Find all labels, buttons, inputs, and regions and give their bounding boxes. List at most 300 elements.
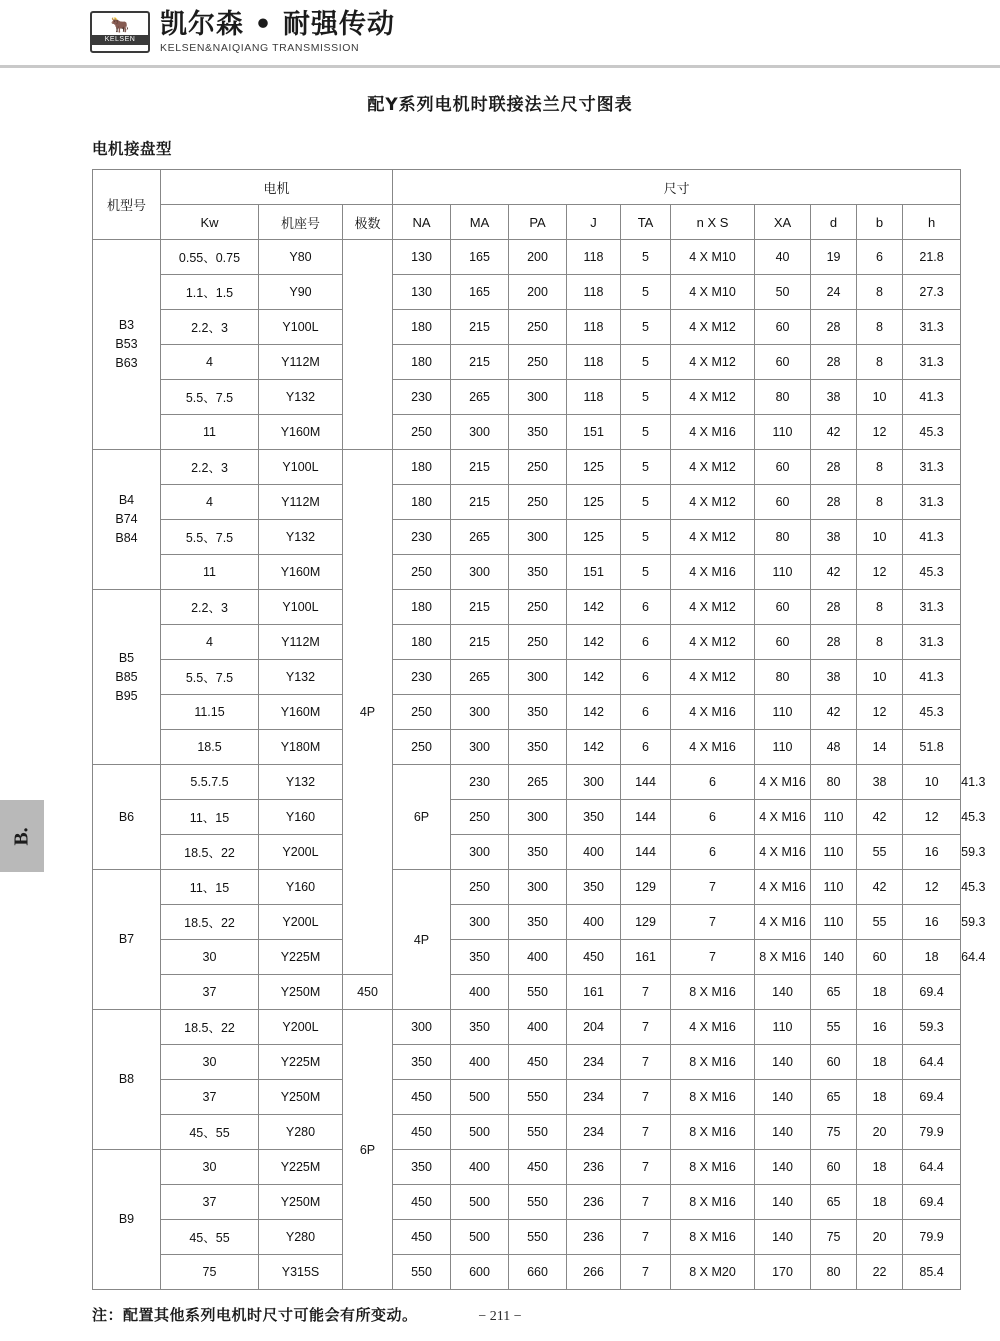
cell-n-x-s: 4 X M12 [671, 590, 755, 625]
cell-xa: 140 [755, 1185, 811, 1220]
cell-j: 236 [567, 1185, 621, 1220]
cell-d: 65 [811, 975, 857, 1010]
cell-n-x-s: 4 X M16 [755, 905, 811, 940]
cell-frame: Y280 [259, 1115, 343, 1150]
cell-h: 31.3 [903, 625, 961, 660]
cell-ma: 215 [451, 450, 509, 485]
table-row [93, 975, 961, 1010]
cell-ta: 7 [621, 1080, 671, 1115]
table-row [93, 555, 961, 590]
cell-h: 31.3 [903, 450, 961, 485]
cell-kw: 75 [161, 1255, 259, 1290]
table-body [93, 240, 986, 1290]
cell-j: 144 [621, 835, 671, 870]
cell-d: 28 [811, 450, 857, 485]
cell-b: 16 [903, 835, 961, 870]
cell-b: 8 [857, 625, 903, 660]
table-row [93, 625, 961, 660]
cell-kw: 4 [161, 345, 259, 380]
cell-pa: 550 [509, 1115, 567, 1150]
cell-frame: Y112M [259, 345, 343, 380]
cell-d: 28 [811, 310, 857, 345]
cell-b: 22 [857, 1255, 903, 1290]
cell-kw: 45、55 [161, 1115, 259, 1150]
cell-frame: Y160M [259, 415, 343, 450]
cell-b: 10 [903, 765, 961, 800]
cell-frame: Y90 [259, 275, 343, 310]
cell-n-x-s: 4 X M16 [755, 765, 811, 800]
cell-n-x-s: 4 X M16 [671, 415, 755, 450]
cell-b: 8 [857, 450, 903, 485]
table-row [93, 345, 961, 380]
cell-d: 38 [811, 380, 857, 415]
cell-j: 125 [567, 520, 621, 555]
cell-d: 55 [811, 1010, 857, 1045]
table-row [93, 1080, 961, 1115]
table-head [93, 170, 961, 240]
cell-ma: 215 [451, 590, 509, 625]
cell-ta: 7 [671, 905, 755, 940]
cell-b: 12 [857, 415, 903, 450]
cell-poles: 4P [343, 450, 393, 975]
cell-d: 42 [811, 415, 857, 450]
header-frame: 机座号 [259, 205, 343, 240]
cell-kw: 4 [161, 485, 259, 520]
cell-h: 51.8 [903, 730, 961, 765]
cell-kw: 0.55、0.75 [161, 240, 259, 275]
cell-frame: Y160M [259, 695, 343, 730]
cell-ma: 500 [451, 1080, 509, 1115]
cell-n-x-s: 4 X M10 [671, 240, 755, 275]
cell-na: 180 [393, 625, 451, 660]
cell-xa: 40 [755, 240, 811, 275]
cell-xa: 110 [755, 555, 811, 590]
cell-xa: 110 [755, 695, 811, 730]
cell-xa: 110 [755, 730, 811, 765]
cell-n-x-s: 4 X M12 [671, 625, 755, 660]
cell-h: 31.3 [903, 345, 961, 380]
cell-ta: 5 [621, 345, 671, 380]
cell-d: 60 [857, 940, 903, 975]
cell-na: 450 [393, 1220, 451, 1255]
cell-b: 20 [857, 1220, 903, 1255]
cell-na: 130 [393, 275, 451, 310]
cell-xa: 80 [755, 660, 811, 695]
cell-j: 266 [567, 1255, 621, 1290]
table-row [93, 240, 961, 275]
cell-j: 118 [567, 240, 621, 275]
cell-na: 180 [393, 345, 451, 380]
cell-ma: 265 [451, 380, 509, 415]
cell-d: 42 [811, 695, 857, 730]
flange-dimension-table [92, 169, 986, 1290]
cell-frame: Y280 [259, 1220, 343, 1255]
cell-na: 180 [393, 590, 451, 625]
cell-d: 28 [811, 625, 857, 660]
cell-n-x-s: 4 X M16 [671, 730, 755, 765]
cell-poles: 6P [393, 765, 451, 870]
cell-frame: Y200L [259, 905, 343, 940]
cell-d: 55 [857, 835, 903, 870]
cell-xa: 140 [755, 1220, 811, 1255]
cell-b: 14 [857, 730, 903, 765]
cell-xa: 110 [811, 835, 857, 870]
cell-kw: 18.5、22 [161, 835, 259, 870]
cell-xa: 60 [755, 450, 811, 485]
cell-j: 151 [567, 415, 621, 450]
cell-h: 31.3 [903, 590, 961, 625]
cell-ta: 6 [621, 695, 671, 730]
cell-ma: 300 [451, 695, 509, 730]
cell-na: 180 [393, 310, 451, 345]
cell-pa: 400 [509, 1010, 567, 1045]
cell-j: 118 [567, 345, 621, 380]
cell-h: 45.3 [903, 555, 961, 590]
cell-h: 21.8 [903, 240, 961, 275]
cell-pa: 450 [509, 1150, 567, 1185]
cell-ma: 215 [451, 345, 509, 380]
cell-b: 8 [857, 590, 903, 625]
cell-n-x-s: 8 X M16 [671, 1080, 755, 1115]
cell-na: 180 [393, 450, 451, 485]
cell-d: 38 [811, 660, 857, 695]
table-row [93, 310, 961, 345]
cell-frame: Y100L [259, 450, 343, 485]
cell-na: 250 [393, 695, 451, 730]
cell-na: 550 [393, 1255, 451, 1290]
cell-pa: 350 [567, 800, 621, 835]
table-row [93, 660, 961, 695]
header-model: 机型号 [93, 170, 161, 240]
cell-ma: 300 [451, 415, 509, 450]
cell-j: 236 [567, 1220, 621, 1255]
cell-frame: Y80 [259, 240, 343, 275]
cell-b: 8 [857, 275, 903, 310]
table-row [93, 1150, 961, 1185]
cell-kw: 45、55 [161, 1220, 259, 1255]
cell-model: B5 B85 B95 [93, 590, 161, 765]
cell-frame: Y132 [259, 520, 343, 555]
cell-xa: 140 [811, 940, 857, 975]
cell-j: 142 [567, 730, 621, 765]
cell-ta: 7 [671, 940, 755, 975]
cell-n-x-s: 4 X M16 [671, 555, 755, 590]
table-row [93, 1220, 961, 1255]
header-col-xa: XA [755, 205, 811, 240]
cell-frame: Y112M [259, 485, 343, 520]
cell-d: 65 [811, 1080, 857, 1115]
cell-n-x-s: 8 X M16 [671, 1150, 755, 1185]
cell-frame: Y225M [259, 1045, 343, 1080]
cell-h: 45.3 [903, 415, 961, 450]
cell-pa: 200 [509, 275, 567, 310]
cell-na: 230 [451, 765, 509, 800]
cell-model: B4 B74 B84 [93, 450, 161, 590]
cell-na: 250 [393, 555, 451, 590]
cell-na: 230 [393, 660, 451, 695]
cell-xa: 110 [811, 905, 857, 940]
cell-na: 250 [451, 800, 509, 835]
cell-j: 118 [567, 380, 621, 415]
cell-frame: Y112M [259, 625, 343, 660]
cell-h: 69.4 [903, 1185, 961, 1220]
cell-xa: 60 [755, 590, 811, 625]
cell-n-x-s: 8 X M16 [671, 1115, 755, 1150]
cell-kw: 5.5、7.5 [161, 660, 259, 695]
cell-ta: 7 [621, 1185, 671, 1220]
table-row: 30 Y225M 350 400 450 161 7 8 X M16 140 60 18 64.4 [93, 940, 961, 975]
header-col-h: h [903, 205, 961, 240]
cell-na: 300 [451, 835, 509, 870]
cell-ma: 265 [509, 765, 567, 800]
cell-xa: 140 [755, 1150, 811, 1185]
cell-kw: 37 [161, 1185, 259, 1220]
cell-n-x-s: 8 X M16 [671, 1185, 755, 1220]
cell-pa: 350 [509, 695, 567, 730]
cell-b: 10 [857, 520, 903, 555]
cell-model: B8 [93, 1010, 161, 1150]
cell-xa: 140 [755, 1115, 811, 1150]
table-row [93, 1010, 961, 1045]
cell-ta: 7 [621, 975, 671, 1010]
cell-frame: Y132 [259, 765, 343, 800]
cell-ta: 7 [621, 1045, 671, 1080]
cell-xa: 60 [755, 485, 811, 520]
cell-ma: 600 [451, 1255, 509, 1290]
cell-b: 18 [857, 1150, 903, 1185]
bull-logo-icon [90, 11, 150, 53]
header-col-pa: PA [509, 205, 567, 240]
cell-xa: 80 [811, 765, 857, 800]
cell-b: 18 [857, 975, 903, 1010]
cell-ta: 5 [621, 450, 671, 485]
cell-pa: 300 [509, 660, 567, 695]
cell-n-x-s: 4 X M12 [671, 485, 755, 520]
cell-model: B6 [93, 765, 161, 870]
cell-na: 350 [451, 940, 509, 975]
cell-frame: Y250M [259, 1080, 343, 1115]
cell-ta: 6 [621, 625, 671, 660]
table-row: 18.5、22 Y200L 300 350 400 144 6 4 X M16 110 55 16 59.3 [93, 835, 961, 870]
cell-d: 60 [811, 1150, 857, 1185]
header-col-j: J [567, 205, 621, 240]
cell-kw: 2.2、3 [161, 590, 259, 625]
cell-j: 161 [621, 940, 671, 975]
cell-h: 85.4 [903, 1255, 961, 1290]
cell-ma: 300 [451, 555, 509, 590]
cell-model: B7 [93, 870, 161, 1010]
cell-ta: 5 [621, 240, 671, 275]
cell-poles: 6P [343, 1010, 393, 1290]
cell-d: 60 [811, 1045, 857, 1080]
cell-frame: Y160 [259, 870, 343, 905]
cell-ta: 5 [621, 275, 671, 310]
cell-n-x-s: 4 X M12 [671, 520, 755, 555]
cell-b: 12 [903, 870, 961, 905]
cell-na: 230 [393, 520, 451, 555]
cell-kw: 30 [161, 940, 259, 975]
cell-j: 142 [567, 590, 621, 625]
cell-d: 28 [811, 590, 857, 625]
cell-b: 20 [857, 1115, 903, 1150]
cell-xa: 110 [755, 415, 811, 450]
cell-pa: 350 [567, 870, 621, 905]
cell-j: 234 [567, 1115, 621, 1150]
cell-b: 18 [857, 1185, 903, 1220]
cell-j: 142 [567, 660, 621, 695]
cell-xa: 140 [755, 1045, 811, 1080]
cell-ma: 300 [509, 870, 567, 905]
cell-n-x-s: 4 X M16 [755, 800, 811, 835]
cell-frame: Y200L [259, 835, 343, 870]
cell-kw: 18.5 [161, 730, 259, 765]
cell-j: 236 [567, 1150, 621, 1185]
cell-kw: 5.5.7.5 [161, 765, 259, 800]
cell-pa: 300 [567, 765, 621, 800]
cell-kw: 18.5、22 [161, 905, 259, 940]
cell-poles: 4P [393, 870, 451, 1010]
cell-pa: 250 [509, 485, 567, 520]
cell-b: 12 [903, 800, 961, 835]
cell-na: 250 [393, 415, 451, 450]
cell-d: 19 [811, 240, 857, 275]
cell-pa: 250 [509, 625, 567, 660]
cell-frame: Y132 [259, 380, 343, 415]
cell-xa: 110 [811, 870, 857, 905]
cell-j: 161 [567, 975, 621, 1010]
cell-xa: 60 [755, 625, 811, 660]
cell-ma: 500 [451, 1185, 509, 1220]
cell-b: 16 [903, 905, 961, 940]
cell-ta: 6 [621, 660, 671, 695]
cell-ma: 500 [451, 1220, 509, 1255]
cell-h: 59.3 [903, 1010, 961, 1045]
cell-j: 118 [567, 310, 621, 345]
cell-j: 151 [567, 555, 621, 590]
cell-pa: 400 [567, 905, 621, 940]
cell-ta: 7 [621, 1010, 671, 1045]
cell-h: 69.4 [903, 975, 961, 1010]
cell-pa: 660 [509, 1255, 567, 1290]
cell-na: 350 [393, 1045, 451, 1080]
cell-pa: 450 [509, 1045, 567, 1080]
cell-ma: 215 [451, 310, 509, 345]
cell-h: 41.3 [903, 380, 961, 415]
cell-kw: 18.5、22 [161, 1010, 259, 1045]
cell-n-x-s: 8 X M16 [671, 975, 755, 1010]
brand-logo [90, 10, 1000, 54]
cell-b: 18 [903, 940, 961, 975]
cell-na: 300 [393, 1010, 451, 1045]
cell-pa: 200 [509, 240, 567, 275]
cell-ma: 300 [451, 730, 509, 765]
cell-j: 129 [621, 905, 671, 940]
header-dimension-group: 尺寸 [393, 170, 961, 205]
cell-na: 250 [451, 870, 509, 905]
cell-na: 450 [393, 1080, 451, 1115]
cell-n-x-s: 4 X M12 [671, 380, 755, 415]
cell-ta: 6 [671, 800, 755, 835]
cell-xa: 80 [755, 520, 811, 555]
cell-n-x-s: 4 X M10 [671, 275, 755, 310]
cell-h: 64.4 [903, 1150, 961, 1185]
table-row [93, 485, 961, 520]
cell-ma: 300 [509, 800, 567, 835]
page-number: − 211 − [478, 1309, 522, 1324]
cell-b: 8 [857, 345, 903, 380]
cell-pa: 400 [567, 835, 621, 870]
cell-b: 12 [857, 695, 903, 730]
cell-na: 230 [393, 380, 451, 415]
cell-frame: Y132 [259, 660, 343, 695]
brand-name-en: KELSEN&NAIQIANG TRANSMISSION [160, 42, 360, 54]
cell-pa: 350 [509, 555, 567, 590]
cell-na: 180 [393, 485, 451, 520]
section-subtitle: 电机接盘型 [92, 140, 173, 158]
cell-kw: 11、15 [161, 870, 259, 905]
cell-n-x-s: 4 X M12 [671, 345, 755, 380]
page-title: 配Y系列电机时联接法兰尺寸图表 [367, 95, 633, 115]
header-divider [0, 65, 1000, 68]
cell-j: 118 [567, 275, 621, 310]
table-row: B6 5.5.7.5 Y132 6P 230 265 300 144 6 4 X M16 80 38 10 41.3 [93, 765, 961, 800]
cell-j: 142 [567, 695, 621, 730]
table-row: 11、15 Y160 250 300 350 144 6 4 X M16 110 42 12 45.3 [93, 800, 961, 835]
cell-ta: 5 [621, 485, 671, 520]
cell-n-x-s: 4 X M12 [671, 660, 755, 695]
cell-ta: 6 [671, 765, 755, 800]
table-row [93, 730, 961, 765]
cell-ta: 5 [621, 310, 671, 345]
cell-frame: Y100L [259, 310, 343, 345]
cell-j: 144 [621, 800, 671, 835]
table-row: B7 11、15 Y160 4P 250 300 350 129 7 4 X M16 110 42 12 45.3 [93, 870, 961, 905]
cell-frame: Y225M [259, 1150, 343, 1185]
cell-frame: Y225M [259, 940, 343, 975]
cell-pa: 450 [567, 940, 621, 975]
cell-ta: 7 [671, 870, 755, 905]
cell-xa: 140 [755, 975, 811, 1010]
cell-xa: 140 [755, 1080, 811, 1115]
cell-na: 450 [343, 975, 393, 1010]
table-note: 注：配置其他系列电机时尺寸可能会有所变动。 [92, 1306, 418, 1324]
table-row [93, 520, 961, 555]
cell-xa: 110 [755, 1010, 811, 1045]
cell-ma: 215 [451, 485, 509, 520]
cell-b: 8 [857, 310, 903, 345]
cell-pa: 300 [509, 380, 567, 415]
table-row [93, 590, 961, 625]
cell-d: 80 [811, 1255, 857, 1290]
cell-ma: 165 [451, 240, 509, 275]
cell-frame: Y250M [259, 1185, 343, 1220]
cell-j: 129 [621, 870, 671, 905]
cell-b: 6 [857, 240, 903, 275]
cell-na: 250 [393, 730, 451, 765]
header-col-d: d [811, 205, 857, 240]
cell-ma: 265 [451, 660, 509, 695]
cell-pa: 250 [509, 310, 567, 345]
cell-pa: 550 [509, 975, 567, 1010]
cell-model: B3 B53 B63 [93, 240, 161, 450]
cell-h: 31.3 [903, 310, 961, 345]
cell-pa: 300 [509, 520, 567, 555]
table-row [93, 380, 961, 415]
cell-b: 18 [857, 1080, 903, 1115]
cell-h: 64.4 [903, 1045, 961, 1080]
cell-kw: 11、15 [161, 800, 259, 835]
cell-h: 41.3 [903, 520, 961, 555]
